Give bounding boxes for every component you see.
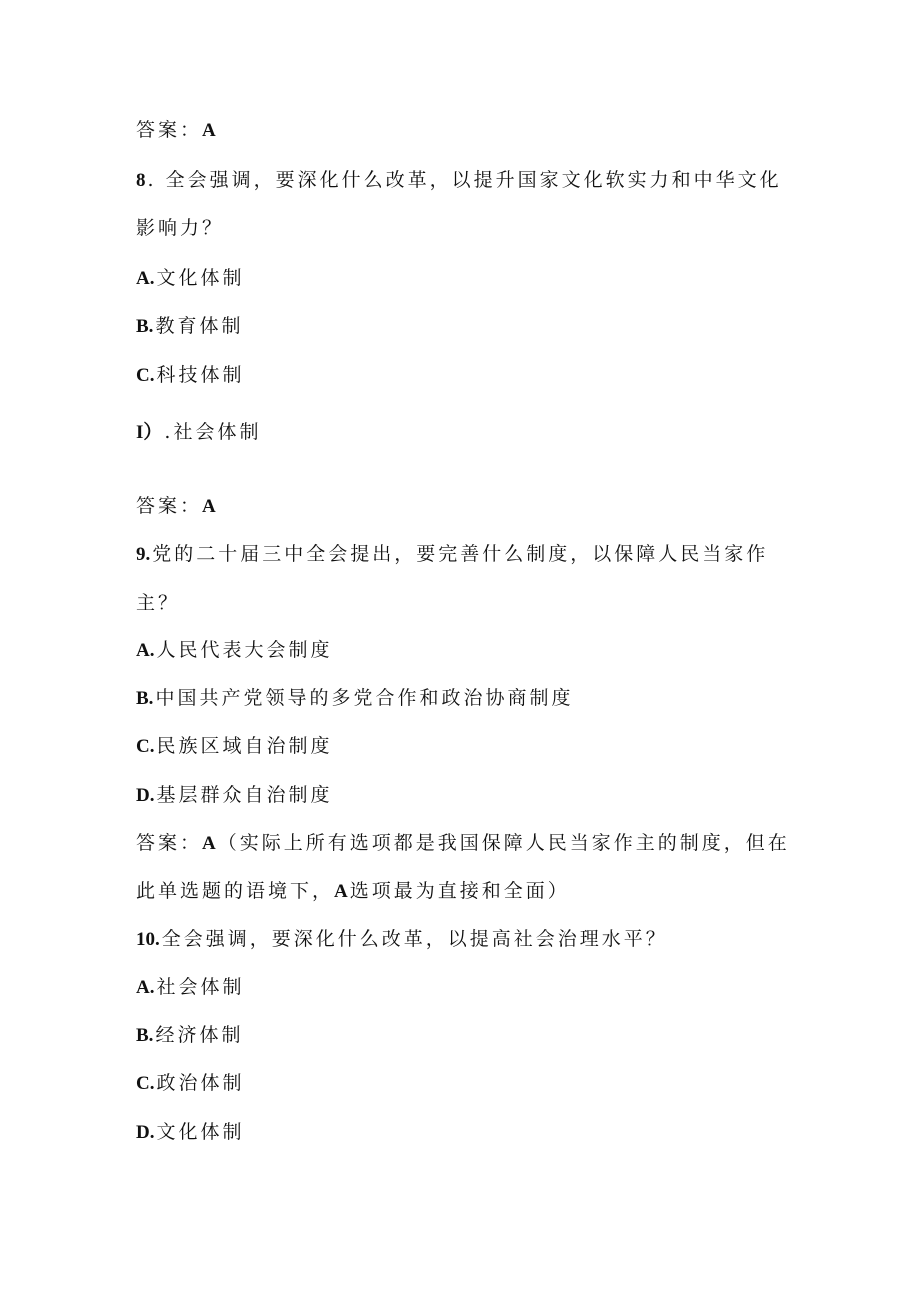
- question-9-option-a: [136, 636, 796, 665]
- question-number: 10.: [136, 929, 160, 950]
- question-8-option-d: [136, 418, 796, 447]
- option-text: 基层群众自治制度: [156, 784, 333, 806]
- question-number: 8: [136, 170, 146, 191]
- question-9-answer: [136, 829, 796, 858]
- question-10-option-a: [136, 973, 796, 1002]
- question-10-option-c: [136, 1069, 796, 1098]
- question-text-cont: 主？: [136, 592, 181, 614]
- option-key: D.: [136, 785, 155, 806]
- question-8-title-cont: [136, 214, 796, 242]
- option-text: 经济体制: [155, 1024, 244, 1046]
- answer-note: （实际上所有选项都是我国保障人民当家作主的制度，但在: [217, 832, 790, 854]
- option-key: I）: [136, 422, 163, 443]
- question-text: . 全会强调，要深化什么改革，以提升国家文化软实力和中华文化: [147, 169, 782, 191]
- option-text: 人民代表大会制度: [156, 639, 333, 661]
- answer-label: 答案：: [136, 832, 203, 854]
- option-key: A.: [136, 268, 155, 289]
- option-key: B.: [136, 1025, 154, 1046]
- option-key: A.: [136, 640, 155, 661]
- question-text: 全会强调，要深化什么改革，以提高社会治理水平？: [161, 928, 668, 950]
- question-9-title-cont: [136, 589, 796, 617]
- question-9-option-d: [136, 781, 796, 810]
- question-8-option-c: [136, 361, 796, 390]
- question-8-title: [136, 166, 796, 195]
- option-key: A.: [136, 977, 155, 998]
- answer-line-prev: [136, 116, 796, 145]
- answer-value: A: [202, 833, 216, 854]
- option-text: 科技体制: [156, 364, 245, 386]
- answer-note-end: 选项最为直接和全面）: [349, 880, 570, 902]
- question-9-option-c: [136, 732, 796, 761]
- option-key: B.: [136, 316, 154, 337]
- option-text: 文化体制: [156, 1121, 245, 1143]
- question-9-title: [136, 540, 796, 569]
- answer-note-cont: 此单选题的语境下，: [136, 880, 335, 902]
- question-10-title: [136, 925, 796, 954]
- question-text-cont: 影响力？: [136, 217, 225, 239]
- option-key: C.: [136, 736, 155, 757]
- option-text: 政治体制: [156, 1072, 245, 1094]
- option-key: B.: [136, 688, 154, 709]
- option-key: D.: [136, 1122, 155, 1143]
- question-8-option-a: [136, 264, 796, 293]
- answer-label: 答案：: [136, 495, 203, 517]
- option-text: 教育体制: [155, 315, 244, 337]
- answer-label: 答案：: [136, 119, 203, 141]
- question-8-option-b: [136, 312, 796, 341]
- question-10-option-b: [136, 1021, 796, 1050]
- question-9-answer-cont: [136, 877, 796, 906]
- option-text: .社会体制: [164, 421, 262, 443]
- question-number: 9.: [136, 544, 151, 565]
- question-10-option-d: [136, 1118, 796, 1147]
- question-text: 党的二十届三中全会提出，要完善什么制度，以保障人民当家作: [152, 543, 769, 565]
- option-key: C.: [136, 1073, 155, 1094]
- answer-value: A: [202, 496, 216, 517]
- answer-value: A: [202, 120, 216, 141]
- option-text: 中国共产党领导的多党合作和政治协商制度: [155, 687, 574, 709]
- option-text: 社会体制: [156, 976, 245, 998]
- answer-note-key: A: [334, 881, 348, 902]
- option-key: C.: [136, 365, 155, 386]
- question-8-answer: [136, 492, 796, 521]
- question-9-option-b: [136, 684, 796, 713]
- option-text: 民族区域自治制度: [156, 735, 333, 757]
- option-text: 文化体制: [156, 267, 245, 289]
